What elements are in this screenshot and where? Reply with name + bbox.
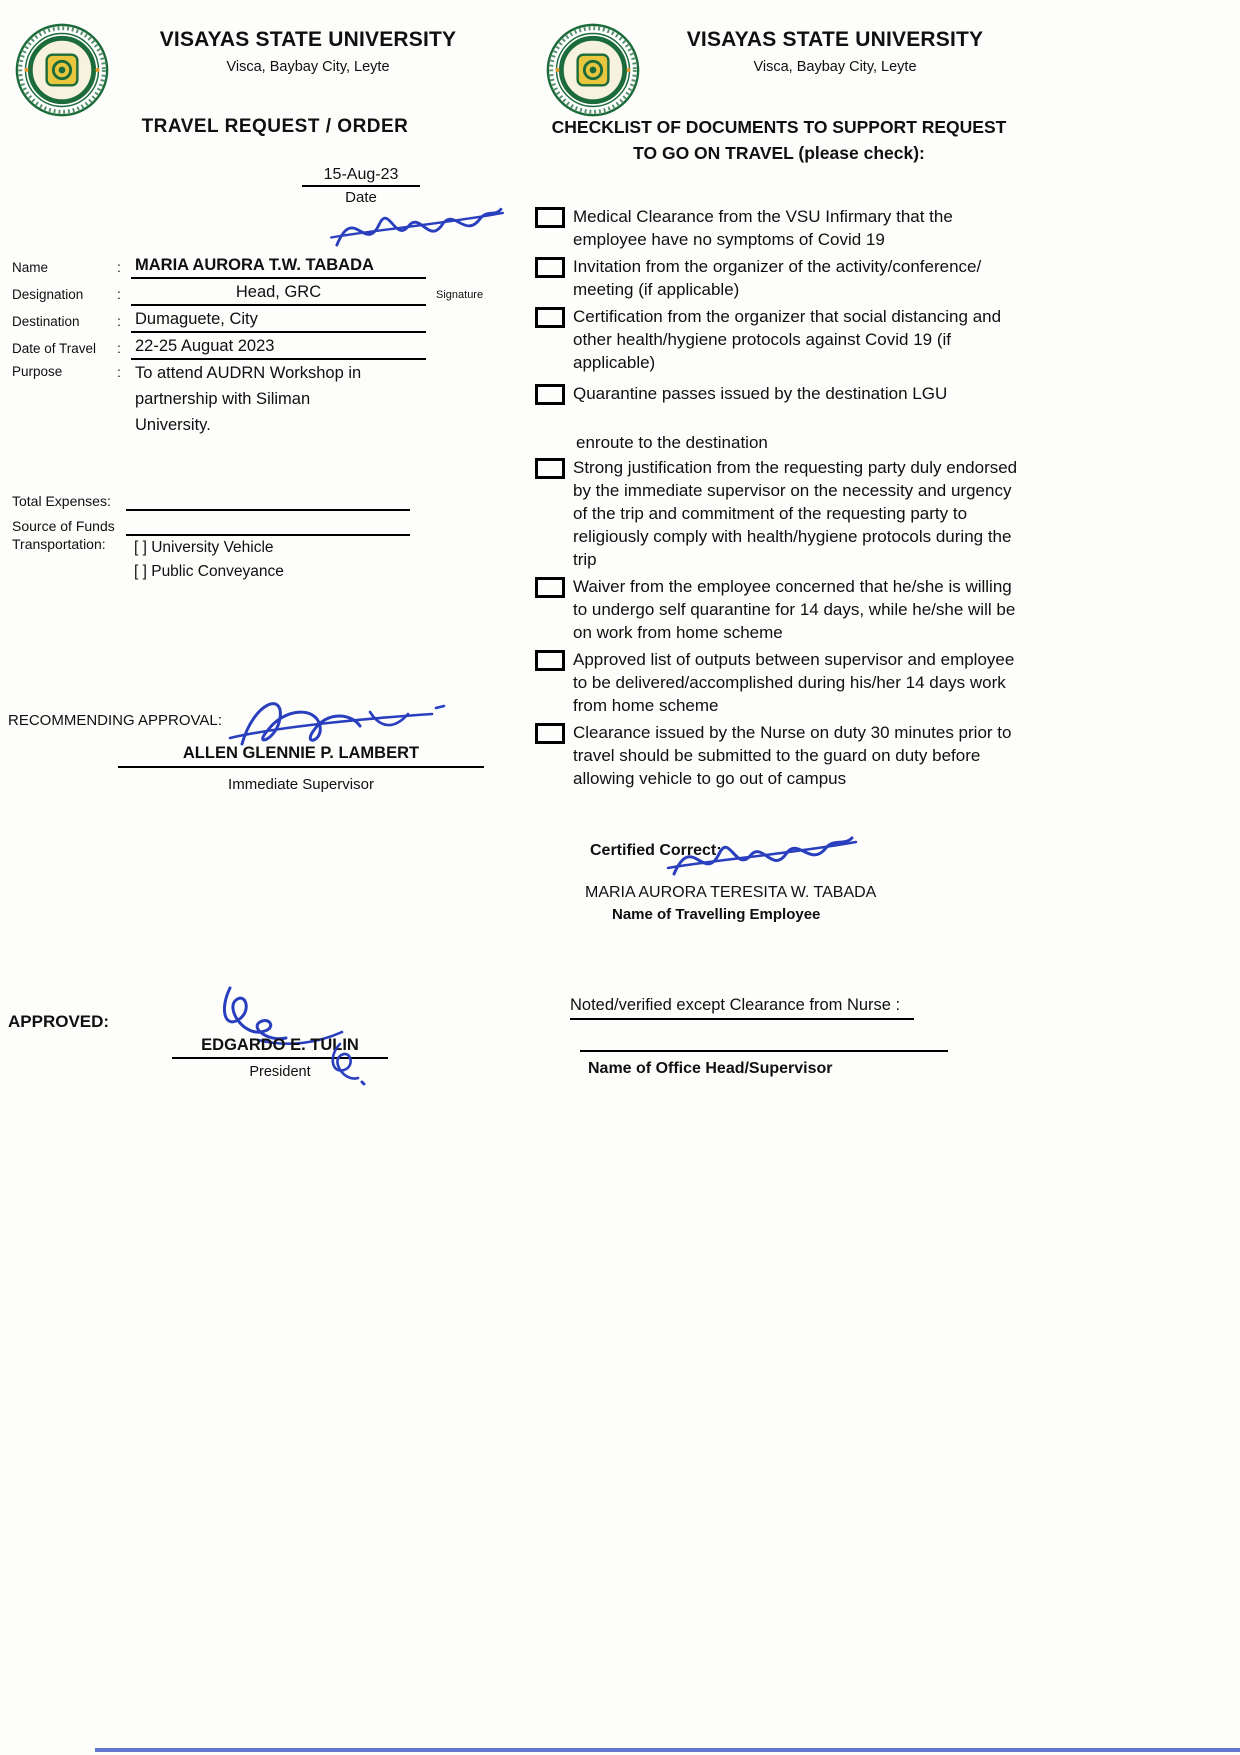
checkbox-icon <box>535 384 565 405</box>
blank-line <box>126 516 410 536</box>
form-fields <box>12 252 490 438</box>
checklist-item-text: Strong justification from the requesting party duly endorsed by the immediate supervisor on the necessity and urgency of the trip and commitment of the requesting party to religiously comply with health/hygiene protocols during the trip <box>573 458 1018 569</box>
field-label: Date of Travel <box>12 341 97 356</box>
field-value-date-of-travel: 22-25 Auguat 2023 <box>131 337 426 360</box>
university-address: Visca, Baybay City, Leyte <box>226 59 390 75</box>
signature-flourish <box>322 1038 368 1088</box>
field-label: Designation <box>12 287 84 302</box>
right-header <box>655 28 1015 75</box>
approved-label: APPROVED: <box>8 1012 110 1031</box>
checkbox-icon <box>535 257 565 278</box>
field-value-purpose: To attend AUDRN Workshop in partnership with Siliman University. <box>135 364 362 434</box>
date-value: 15-Aug-23 <box>302 166 420 187</box>
checklist-item-text: Approved list of outputs between supervisor and employee to be delivered/accomplished during his/her 14 days work from home scheme <box>573 650 1015 715</box>
source-of-funds-row <box>12 511 410 536</box>
checklist-item <box>535 205 1057 251</box>
expenses-section <box>12 486 410 584</box>
field-label: Purpose <box>12 364 63 379</box>
scan-edge-artifact <box>95 1748 1240 1752</box>
president-title: President <box>249 1064 311 1080</box>
field-row-purpose <box>12 360 490 438</box>
signature-employee <box>664 826 860 890</box>
checklist-title <box>538 114 1020 166</box>
field-row-name <box>12 252 490 279</box>
checklist-item <box>535 305 1057 374</box>
supervisor-title: Immediate Supervisor <box>228 776 374 793</box>
checklist-item-text: Invitation from the organizer of the activity/conference/ meeting (if applicable) <box>573 257 982 299</box>
form-title: TRAVEL REQUEST / ORDER <box>141 116 409 137</box>
checklist-item <box>535 255 1057 301</box>
office-head-signature-line <box>580 1050 948 1052</box>
checklist-item-text: Quarantine passes issued by the destination LGU <box>573 384 948 403</box>
checkbox-icon <box>535 207 565 228</box>
total-expenses-row <box>12 486 410 511</box>
field-colon: : <box>117 259 121 275</box>
total-expenses-label: Total Expenses: <box>12 493 111 509</box>
field-value-name: MARIA AURORA T.W. TABADA <box>131 256 426 279</box>
source-of-funds-label: Source of Funds <box>12 518 115 534</box>
checklist-item <box>535 648 1057 717</box>
office-head-caption: Name of Office Head/Supervisor <box>588 1060 833 1077</box>
field-row-destination <box>12 306 490 333</box>
checklist-item <box>535 575 1057 644</box>
enroute-line: enroute to the destination <box>576 433 768 452</box>
field-colon: : <box>117 364 121 380</box>
date-label: Date <box>345 189 377 206</box>
checklist-item <box>535 382 1057 405</box>
checklist-item-text: Clearance issued by the Nurse on duty 30 minutes prior to travel should be submitted to the guard on duty before allowing vehicle to go out of campus <box>573 723 1012 788</box>
field-row-designation <box>12 279 490 306</box>
checklist-item <box>535 456 1057 571</box>
checklist-item <box>535 721 1057 790</box>
transportation-label: Transportation: <box>12 536 106 552</box>
checkbox-icon <box>535 723 565 744</box>
supervisor-name: ALLEN GLENNIE P. LAMBERT <box>118 744 484 768</box>
transport-option-university-vehicle: [ ] University Vehicle <box>134 539 274 556</box>
checklist-item-text: Medical Clearance from the VSU Infirmary that the employee have no symptoms of Covid 19 <box>573 207 953 249</box>
field-value-destination: Dumaguete, City <box>131 310 426 333</box>
certified-correct-label: Certified Correct: <box>590 842 722 859</box>
noted-verified-line: Noted/verified except Clearance from Nurse : <box>570 996 914 1020</box>
recommending-approval-label: RECOMMENDING APPROVAL: <box>8 712 222 729</box>
left-header <box>128 28 488 75</box>
university-name: VISAYAS STATE UNIVERSITY <box>686 28 984 51</box>
checkbox-icon <box>535 307 565 328</box>
checklist-title-line2: TO GO ON TRAVEL (please check): <box>633 143 925 163</box>
field-label: Name <box>12 260 49 275</box>
university-name: VISAYAS STATE UNIVERSITY <box>159 28 457 51</box>
checklist-item-text: Certification from the organizer that social distancing and other health/hygiene protocols against Covid 19 (if applicable) <box>573 307 1002 372</box>
president-name: EDGARDO E. TULIN <box>172 1036 388 1059</box>
university-seal <box>545 22 641 118</box>
field-colon: : <box>117 286 121 302</box>
signature-caption: Signature <box>436 289 484 301</box>
checklist <box>535 205 1057 794</box>
university-seal <box>14 22 110 118</box>
checklist-title-line1: CHECKLIST OF DOCUMENTS TO SUPPORT REQUEST <box>551 117 1007 137</box>
field-value-designation: Head, GRC <box>131 283 426 306</box>
field-row-date-of-travel <box>12 333 490 360</box>
blank-line <box>126 491 410 511</box>
checkbox-icon <box>535 577 565 598</box>
travelling-employee-caption: Name of Travelling Employee <box>612 906 821 923</box>
checklist-item-text: Waiver from the employee concerned that he/she is willing to undergo self quarantine for 14 days, while he/she will be on work from home scheme <box>573 577 1016 642</box>
transport-options <box>126 536 284 584</box>
transportation-row <box>12 536 410 584</box>
field-colon: : <box>117 340 121 356</box>
checkbox-icon <box>535 650 565 671</box>
field-colon: : <box>117 313 121 329</box>
transport-option-public-conveyance: [ ] Public Conveyance <box>134 563 284 580</box>
field-label: Destination <box>12 314 80 329</box>
checkbox-icon <box>535 458 565 479</box>
travelling-employee-name: MARIA AURORA TERESITA W. TABADA <box>585 884 877 901</box>
university-address: Visca, Baybay City, Leyte <box>753 59 917 75</box>
